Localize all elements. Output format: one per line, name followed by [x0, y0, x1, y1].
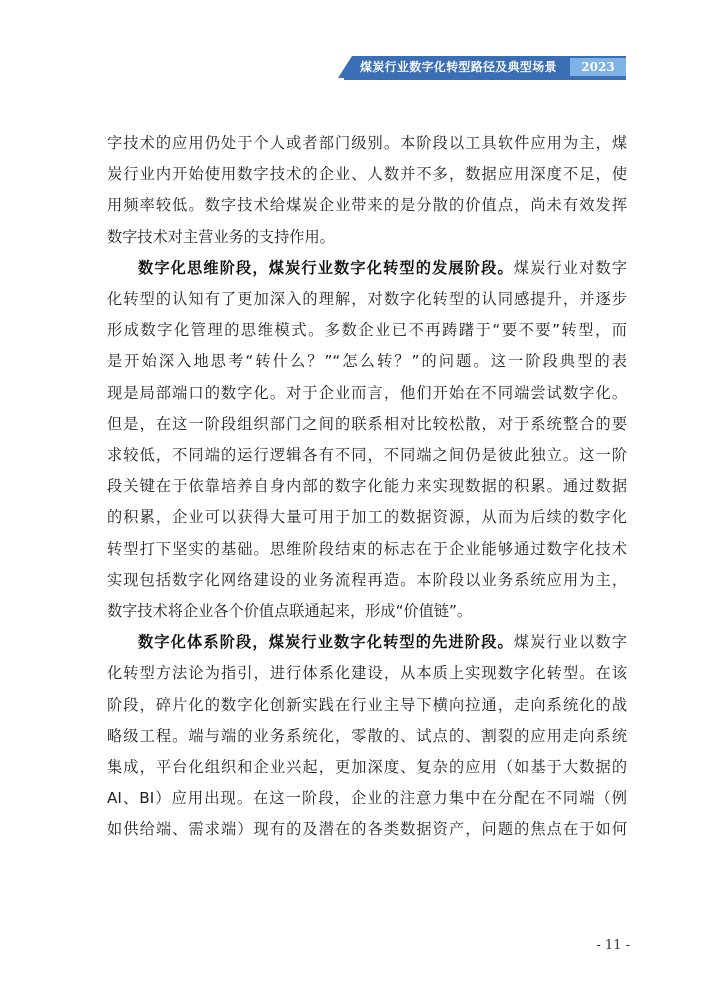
- text-line: 实现包括数字化网络建设的业务流程再造。本阶段以业务系统应用为主，: [107, 570, 627, 589]
- text-line-first: [107, 253, 627, 284]
- text-line: 段关键在于依靠培养自身内部的数字化能力来实现数据的积累。通过数据: [107, 477, 627, 496]
- text-line-rest: 煤炭行业对数字: [513, 258, 628, 277]
- text-line: 集成，平台化组织和企业兴起，更加深度、复杂的应用（如基于大数据的: [107, 758, 627, 777]
- text-line-first: [107, 627, 627, 658]
- text-line: 化转型的认知有了更加深入的理解，对数字化转型的认同感提升，并逐步: [107, 290, 627, 309]
- paragraph-lead-heading: 数字化体系阶段，煤炭行业数字化转型的先进阶段。: [138, 633, 514, 652]
- running-header: [338, 56, 626, 80]
- text-line: 用频率较低。数字技术给煤炭企业带来的是分散的价值点，尚未有效发挥: [107, 196, 627, 215]
- text-line: 数字技术对主营业务的支持作用。: [107, 227, 335, 246]
- text-line: 阶段，碎片化的数字化创新实践在行业主导下横向拉通，走向系统化的战: [107, 695, 627, 714]
- paragraph-lead-heading: 数字化思维阶段，煤炭行业数字化转型的发展阶段。: [138, 258, 514, 277]
- header-title: 煤炭行业数字化转型路径及典型场景: [360, 60, 557, 74]
- paragraph-1: [107, 128, 627, 253]
- text-line: AI、BI）应用出现。在这一阶段，企业的注意力集中在分配在不同端（例: [107, 789, 627, 808]
- text-line: 求较低，不同端的运行逻辑各有不同，不同端之间仍是彼此独立。这一阶: [107, 446, 627, 465]
- text-line: 转型打下坚实的基础。思维阶段结束的标志在于企业能够通过数字化技术: [107, 539, 627, 558]
- text-line: 数字技术将企业各个价值点联通起来，形成“价值链”。: [107, 602, 473, 621]
- text-line: 的积累，企业可以获得大量可用于加工的数据资源，从而为后续的数字化: [107, 508, 627, 527]
- text-line: 化转型方法论为指引，进行体系化建设，从本质上实现数字化转型。在该: [107, 664, 627, 683]
- paragraph-2: [107, 253, 627, 627]
- header-rule: [344, 78, 626, 80]
- text-line: 但是，在这一阶段组织部门之间的联系相对比较松散，对于系统整合的要: [107, 414, 627, 433]
- header-year-badge: 2023: [570, 58, 626, 76]
- text-line: 字技术的应用仍处于个人或者部门级别。本阶段以工具软件应用为主，煤: [107, 134, 627, 152]
- text-line: 现是局部端口的数字化。对于企业而言，他们开始在不同端尝试数字化。: [107, 383, 627, 402]
- text-line: 是开始深入地思考“转什么？”“怎么转？”的问题。这一阶段典型的表: [107, 352, 627, 371]
- text-line: 如供给端、需求端）现有的及潜在的各类数据资产，问题的焦点在于如何: [107, 820, 627, 839]
- body-text: [107, 128, 627, 846]
- text-line: 略级工程。端与端的业务系统化，零散的、试点的、割裂的应用走向系统: [107, 726, 627, 745]
- paragraph-3: [107, 627, 627, 845]
- text-line-rest: 煤炭行业以数字: [513, 633, 628, 652]
- text-line: 形成数字化管理的思维模式。多数企业已不再踌躇于“要不要”转型，而: [107, 321, 627, 340]
- page-number: - 11 -: [596, 938, 630, 953]
- text-line: 炭行业内开始使用数字技术的企业、人数并不多，数据应用深度不足，使: [107, 165, 627, 184]
